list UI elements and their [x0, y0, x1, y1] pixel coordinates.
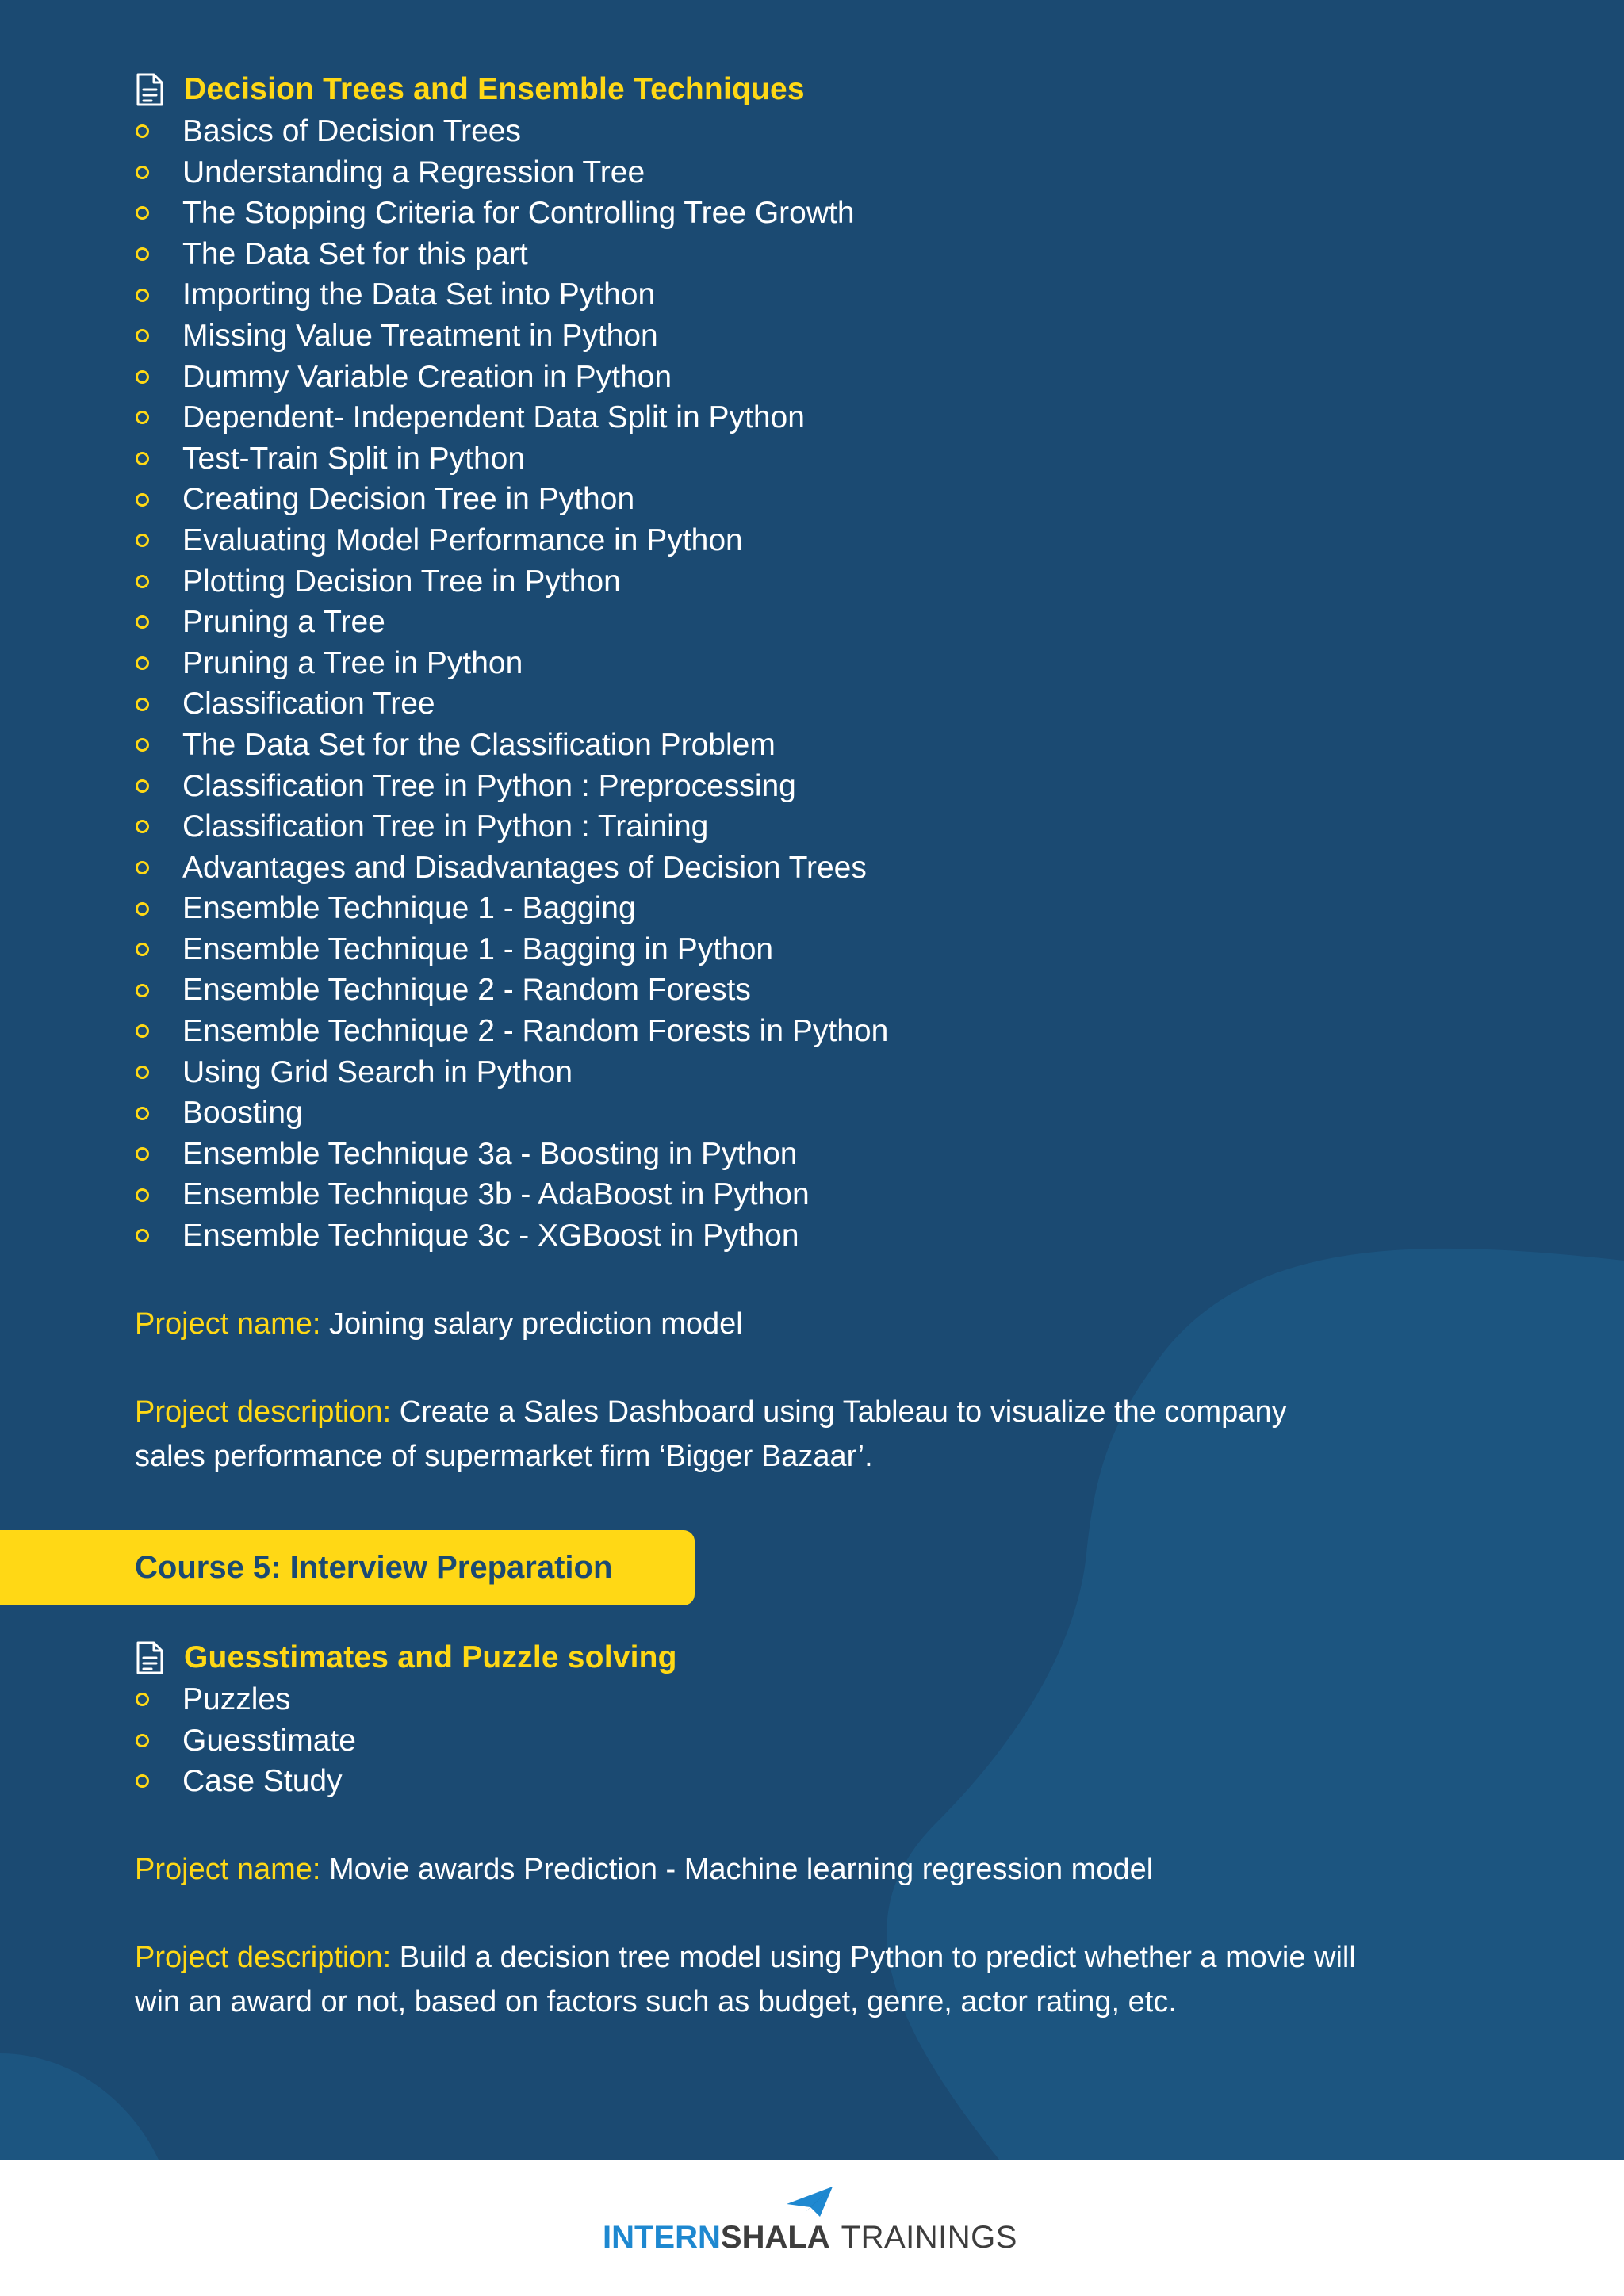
document-icon — [135, 1640, 165, 1675]
topic-title: Guesstimates and Puzzle solving — [184, 1640, 677, 1674]
list-item — [135, 766, 888, 807]
project-name-value: Joining salary prediction model — [320, 1307, 743, 1341]
bullet-icon — [136, 1774, 149, 1788]
list-item — [135, 234, 888, 275]
project-name — [135, 1847, 1404, 1892]
bullet-icon — [136, 493, 149, 507]
list-item — [135, 848, 888, 889]
document-icon — [135, 72, 165, 107]
list-item-label: Using Grid Search in Python — [182, 1054, 573, 1089]
bullet-icon — [136, 615, 149, 629]
list-item-label: Basics of Decision Trees — [182, 114, 522, 148]
bullet-icon — [136, 166, 149, 179]
bullet-icon — [136, 984, 149, 997]
bullet-icon — [136, 1066, 149, 1079]
list-item-label: Advantages and Disadvantages of Decision Trees — [182, 850, 867, 885]
list-item — [135, 725, 888, 766]
list-item-label: Creating Decision Tree in Python — [182, 482, 635, 517]
project-description — [135, 1390, 1404, 1479]
list-item-label: Guesstimate — [182, 1723, 356, 1758]
list-item-label: Pruning a Tree in Python — [182, 645, 523, 680]
list-item — [135, 1011, 888, 1052]
list-item — [135, 643, 888, 684]
list-item-label: Importing the Data Set into Python — [182, 277, 656, 312]
bullet-icon — [136, 411, 149, 424]
list-item — [135, 683, 888, 725]
list-item-label: Ensemble Technique 1 - Bagging — [182, 891, 636, 926]
list-item-label: Ensemble Technique 2 - Random Forests in Python — [182, 1014, 889, 1049]
bullet-icon — [136, 247, 149, 261]
list-item — [135, 1134, 888, 1175]
bullet-icon — [136, 575, 149, 588]
list-item-label: Test-Train Split in Python — [182, 441, 526, 476]
list-item-label: Ensemble Technique 2 - Random Forests — [182, 973, 751, 1008]
list-item — [135, 520, 888, 561]
list-item-label: The Data Set for this part — [182, 236, 528, 271]
list-item — [135, 806, 888, 848]
bullet-icon — [136, 738, 149, 752]
brand-logo — [603, 2220, 1017, 2255]
list-item — [135, 561, 888, 603]
topic-heading-guesstimates — [135, 1637, 677, 1678]
list-item — [135, 397, 888, 438]
list-item — [135, 193, 888, 234]
list-item-label: Ensemble Technique 3a - Boosting in Python — [182, 1136, 798, 1171]
project-name — [135, 1302, 1404, 1346]
list-item — [135, 274, 888, 316]
list-item-label: Evaluating Model Performance in Python — [182, 522, 743, 557]
list-item-label: Ensemble Technique 3b - AdaBoost in Python — [182, 1177, 810, 1212]
list-item-label: Classification Tree in Python : Preprocessing — [182, 768, 796, 803]
project-name-label: Project name: — [135, 1853, 321, 1886]
project-description-line2: win an award or not, based on factors such as budget, genre, actor rating, etc. — [135, 1985, 1177, 2019]
list-item — [135, 888, 888, 929]
list-item — [135, 1761, 356, 1802]
list-item-label: Ensemble Technique 1 - Bagging in Python — [182, 932, 774, 966]
list-item — [135, 1174, 888, 1215]
bullet-icon — [136, 289, 149, 302]
bullet-icon — [136, 779, 149, 793]
bullet-icon — [136, 820, 149, 833]
list-item-label: Plotting Decision Tree in Python — [182, 564, 621, 599]
list-item — [135, 479, 888, 520]
list-item — [135, 357, 888, 398]
topic-list-guesstimates — [135, 1679, 356, 1802]
bullet-icon — [136, 206, 149, 220]
bullet-icon — [136, 1693, 149, 1706]
bullet-icon — [136, 1147, 149, 1161]
list-item — [135, 111, 888, 152]
bullet-icon — [136, 698, 149, 711]
list-item-label: Understanding a Regression Tree — [182, 155, 645, 189]
list-item-label: Case Study — [182, 1764, 343, 1799]
bullet-icon — [136, 370, 149, 384]
topic-list-decision-trees — [135, 111, 888, 1257]
project-description-label: Project description: — [135, 1395, 392, 1429]
brand-text-shala: SHALA — [720, 2220, 830, 2255]
bullet-icon — [136, 861, 149, 874]
list-item-label: The Data Set for the Classification Problem — [182, 727, 776, 762]
bullet-icon — [136, 329, 149, 342]
list-item — [135, 1215, 888, 1257]
list-item-label: Boosting — [182, 1096, 303, 1131]
list-item — [135, 438, 888, 480]
brand-text-trainings: TRAININGS — [841, 2220, 1017, 2255]
bullet-icon — [136, 1107, 149, 1120]
project-description-line1: Create a Sales Dashboard using Tableau to visualize the company — [391, 1395, 1287, 1429]
topic-heading-decision-trees — [135, 69, 805, 110]
bullet-icon — [136, 656, 149, 670]
list-item-label: Dependent- Independent Data Split in Python — [182, 400, 805, 435]
list-item-label: Puzzles — [182, 1682, 291, 1716]
list-item — [135, 929, 888, 970]
project-description — [135, 1935, 1404, 2024]
list-item-label: Classification Tree — [182, 687, 435, 721]
course-title: Course 5: Interview Preparation — [135, 1550, 613, 1585]
list-item-label: Ensemble Technique 3c - XGBoost in Python — [182, 1219, 799, 1253]
list-item — [135, 1052, 888, 1093]
project-name-value: Movie awards Prediction - Machine learning regression model — [320, 1853, 1154, 1886]
bullet-icon — [136, 943, 149, 956]
bullet-icon — [136, 1188, 149, 1202]
bullet-icon — [136, 1734, 149, 1747]
list-item-label: The Stopping Criteria for Controlling Tree Growth — [182, 196, 855, 231]
project-description-line2: sales performance of supermarket firm ‘Bigger Bazaar’. — [135, 1440, 873, 1473]
topic-title: Decision Trees and Ensemble Techniques — [184, 72, 805, 106]
project-name-label: Project name: — [135, 1307, 321, 1341]
project-description-line1: Build a decision tree model using Python to predict whether a movie will — [391, 1941, 1356, 1974]
bullet-icon — [136, 534, 149, 547]
list-item-label: Classification Tree in Python : Training — [182, 809, 709, 844]
paper-plane-icon — [785, 2185, 834, 2218]
bullet-icon — [136, 124, 149, 138]
list-item — [135, 316, 888, 357]
list-item-label: Dummy Variable Creation in Python — [182, 359, 672, 394]
project-description-label: Project description: — [135, 1941, 392, 1974]
bullet-icon — [136, 452, 149, 465]
list-item — [135, 602, 888, 643]
list-item-label: Pruning a Tree — [182, 605, 385, 640]
list-item — [135, 152, 888, 193]
list-item — [135, 1093, 888, 1134]
bullet-icon — [136, 1229, 149, 1242]
list-item-label: Missing Value Treatment in Python — [182, 318, 658, 353]
list-item — [135, 1720, 356, 1762]
bullet-icon — [136, 902, 149, 916]
list-item — [135, 1679, 356, 1720]
bullet-icon — [136, 1024, 149, 1038]
course-banner — [0, 1530, 695, 1605]
list-item — [135, 970, 888, 1011]
brand-text-intern: INTERN — [603, 2220, 721, 2255]
